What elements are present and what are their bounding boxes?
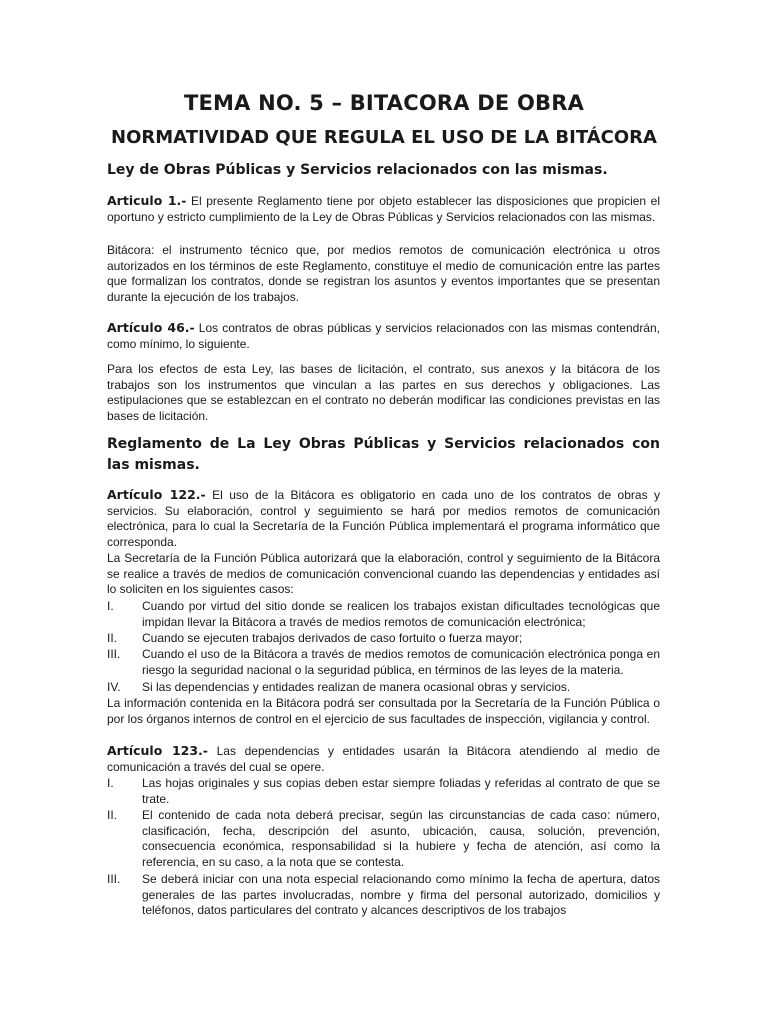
list-item [107, 872, 660, 919]
list-item-text: Si las dependencias y entidades realizan de manera ocasional obras y servicios. [142, 680, 571, 694]
list-item-text: Cuando se ejecuten trabajos derivados de caso fortuito o fuerza mayor; [142, 631, 523, 645]
list-item-number: II. [107, 808, 118, 822]
list-item [107, 808, 660, 870]
list-item [107, 631, 660, 647]
article-122-text: El uso de la Bitácora es obligatorio en cada uno de los contratos de obras y servicios. Su elaboración, control y seguimiento se hará por medios remotos de comunicación electrónica, para lo cual la Secretaría de la Función Pública implementará el programa informático que corresponda. [107, 488, 660, 549]
article-122-label: Artículo 122.- [107, 487, 206, 502]
article-123-text: Las dependencias y entidades usarán la Bitácora atendiendo al medio de comunicación a través del cual se opere. [107, 744, 661, 774]
list-item-number: I. [107, 776, 114, 790]
bitacora-definition: Bitácora: el instrumento técnico que, por medios remotos de comunicación electrónica u otros autorizados en los términos de este Reglamento, constituye el medio de comunicación entre las partes que formalizan los contratos, donde se registran los asuntos y eventos importantes que se presentan durante la ejecución de los trabajos. [107, 243, 660, 304]
article-123-label: Artículo 123.- [107, 743, 208, 758]
list-item-number: I. [107, 599, 114, 613]
list-item [107, 776, 660, 807]
list-item-number: III. [107, 647, 121, 661]
article-123-paragraph [107, 743, 660, 775]
article-1-text: El presente Reglamento tiene por objeto establecer las disposiciones que propicien el oportuno y estricto cumplimiento de la Ley de Obras Públicas y Servicios relacionados con las mismas. [107, 194, 660, 224]
list-item-text: El contenido de cada nota deberá precisar, según las circunstancias de cada caso: número, clasificación, fecha, descripción del asunto, ubicación, causa, solución, prevención, consecuencia económica, responsabilidad si la hubiere y fecha de atención, así como la referencia, en su caso, a la nota que se contesta. [142, 808, 660, 869]
article-122-paragraph [107, 487, 660, 550]
list-item-text: Las hojas originales y sus copias deben estar siempre foliadas y referidas al contrato de que se trate. [142, 776, 660, 806]
article-122-third-paragraph: La información contenida en la Bitácora podrá ser consultada por la Secretaría de la Función Pública o por los órganos internos de control en el ejercicio de sus facultades de inspección, vigilancia y control. [107, 696, 660, 726]
document-title: TEMA NO. 5 – BITACORA DE OBRA [183, 91, 585, 115]
article-46-paragraph [107, 320, 660, 352]
list-item [107, 599, 660, 630]
efectos-paragraph: Para los efectos de esta Ley, las bases de licitación, el contrato, sus anexos y la bitácora de los trabajos son los instrumentos que vinculan a las partes en sus derechos y obligaciones. Las estipulaciones que se establezcan en el contrato no deberán modificar las condiciones previstas en las bases de licitación. [107, 362, 660, 423]
article-46-label: Artículo 46.- [107, 320, 195, 335]
list-item-text: Cuando el uso de la Bitácora a través de medios remotos de comunicación electrónica ponga en riesgo la seguridad nacional o la seguridad pública, en términos de las leyes de la materia. [142, 647, 660, 677]
list-item [107, 647, 660, 678]
article-1-label: Articulo 1.- [107, 193, 187, 208]
section-heading-ley: Ley de Obras Públicas y Servicios relacionados con las mismas. [107, 162, 608, 178]
list-item-text: Cuando por virtud del sitio donde se realicen los trabajos existan dificultades tecnológicas que impidan llevar la Bitácora a través de medios remotos de comunicación electrónica; [142, 599, 660, 629]
article-46-text: Los contratos de obras públicas y servicios relacionados con las mismas contendrán, como mínimo, lo siguiente. [107, 321, 660, 351]
document-subtitle: NORMATIVIDAD QUE REGULA EL USO DE LA BITÁCORA [111, 127, 657, 148]
list-item-number: III. [107, 872, 121, 886]
list-item-number: II. [107, 631, 118, 645]
list-item [107, 680, 660, 696]
article-122-second-paragraph: La Secretaría de la Función Pública autorizará que la elaboración, control y seguimiento de la Bitácora se realice a través de medios de comunicación convencional cuando las dependencias y entidades así lo soliciten en los siguientes casos: [107, 551, 660, 596]
section-heading-reglamento: Reglamento de La Ley Obras Públicas y Servicios relacionados con las mismas. [107, 436, 660, 473]
article-1-paragraph [107, 193, 660, 225]
list-item-text: Se deberá iniciar con una nota especial relacionando como mínimo la fecha de apertura, datos generales de las partes involucradas, nombre y firma del personal autorizado, domicilios y teléfonos, datos particulares del contrato y alcances descriptivos de los trabajos [142, 872, 660, 917]
list-item-number: IV. [107, 680, 121, 694]
